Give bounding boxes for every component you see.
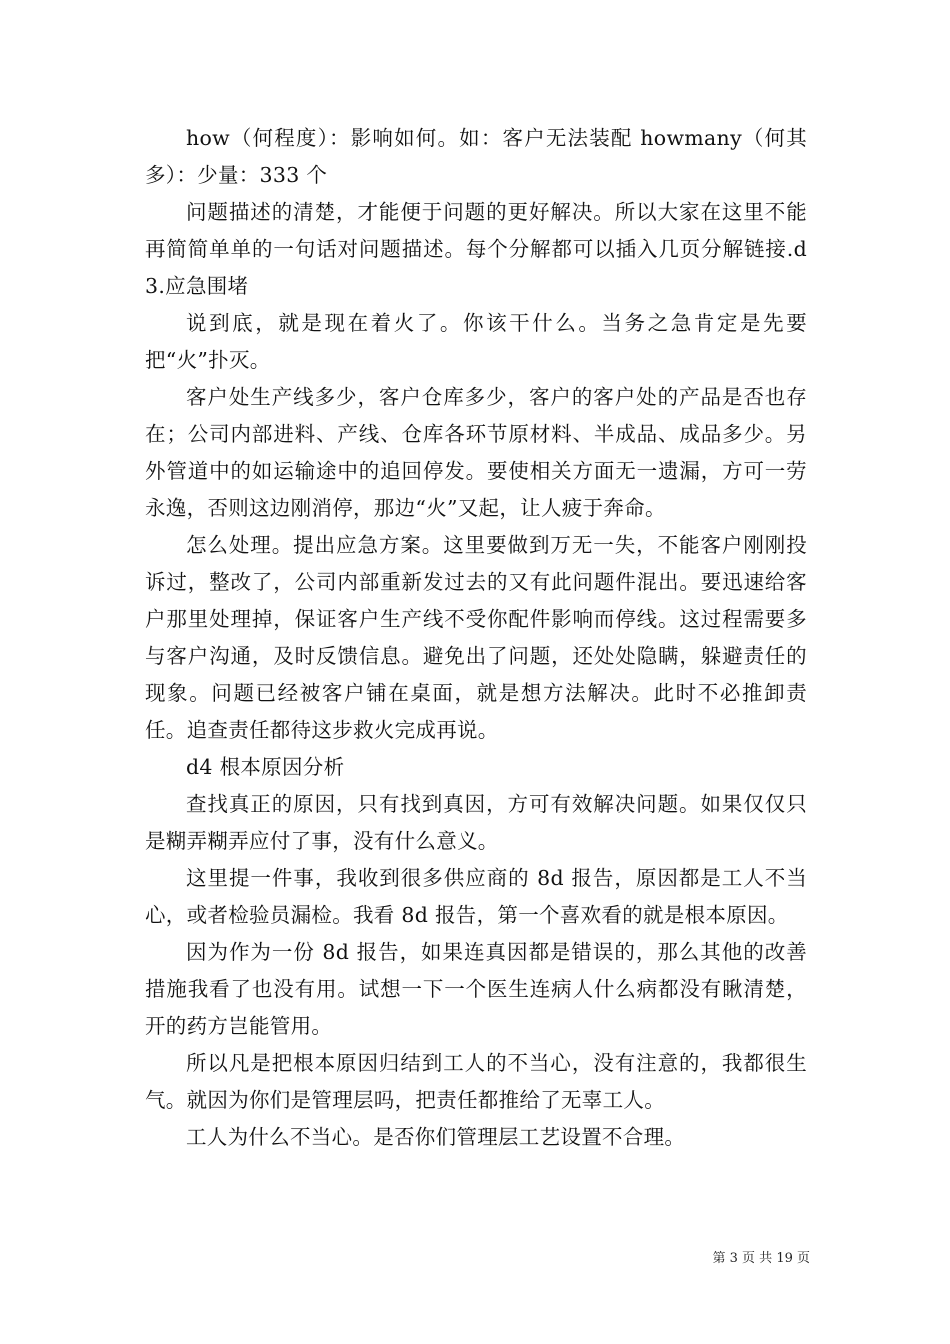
- paragraph-containment-scope: 客户处生产线多少，客户仓库多少，客户的客户处的产品是否也存在；公司内部进料、产线、仓库各环节原材料、半成品、成品多少。另外管道中的如运输途中的追回停发。要使相关方面无一遗漏，方可一劳永逸，否则这边刚消停，那边“火”又起，让人疲于奔命。: [145, 385, 807, 520]
- paragraph-problem-description: 问题描述的清楚，才能便于问题的更好解决。所以大家在这里不能再简简单单的一句话对问题描述。每个分解都可以插入几页分解链接.d3.应急围堵: [145, 200, 807, 298]
- paragraph-emergency-plan: 怎么处理。提出应急方案。这里要做到万无一失，不能客户刚刚投诉过，整改了，公司内部重新发过去的又有此问题件混出。要迅速给客户那里处理掉，保证客户生产线不受你配件影响而停线。这过程需要多与客户沟通，及时反馈信息。避免出了问题，还处处隐瞒，躲避责任的现象。问题已经被客户铺在桌面，就是想方法解决。此时不必推卸责任。追查责任都待这步救火完成再说。: [145, 533, 807, 742]
- paragraph-how: how（何程度）：影响如何。如：客户无法装配 howmany（何其多）：少量：333 个: [145, 126, 807, 187]
- paragraph-why-careless: 工人为什么不当心。是否你们管理层工艺设置不合理。: [186, 1125, 686, 1149]
- document-body: [145, 120, 807, 1156]
- page-number: 第 3 页 共 19 页: [712, 1251, 810, 1266]
- paragraph-blame-workers: 所以凡是把根本原因归结到工人的不当心，没有注意的，我都很生气。就因为你们是管理层吗，把责任都推给了无辜工人。: [145, 1051, 807, 1112]
- paragraph-find-root-cause: 查找真正的原因，只有找到真因，方可有效解决问题。如果仅仅只是糊弄糊弄应付了事，没有什么意义。: [145, 792, 807, 853]
- paragraph-supplier-reports: 这里提一件事，我收到很多供应商的 8d 报告，原因都是工人不当心，或者检验员漏检。我看 8d 报告，第一个喜欢看的就是根本原因。: [145, 866, 807, 927]
- section-heading-d4: d4 根本原因分析: [186, 755, 345, 779]
- paragraph-fire: 说到底，就是现在着火了。你该干什么。当务之急肯定是先要把“火”扑灭。: [145, 311, 807, 372]
- paragraph-doctor-analogy: 因为作为一份 8d 报告，如果连真因都是错误的，那么其他的改善措施我看了也没有用。试想一下一个医生连病人什么病都没有瞅清楚，开的药方岂能管用。: [145, 940, 807, 1038]
